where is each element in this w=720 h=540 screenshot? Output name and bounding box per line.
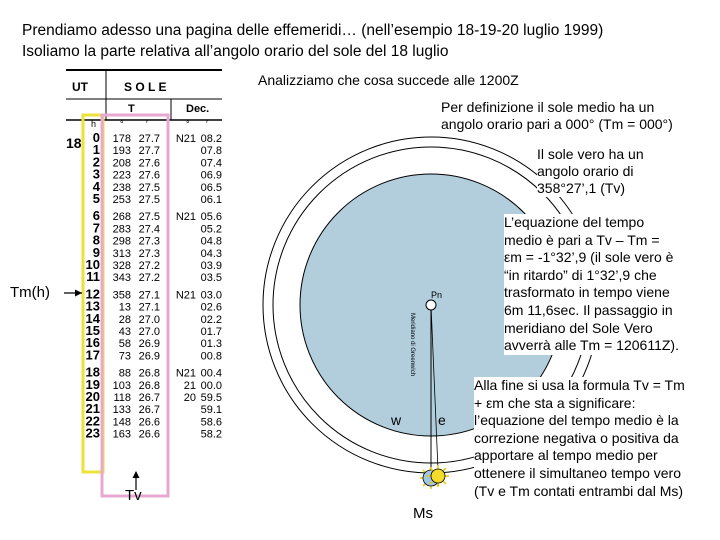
note-medio-line-2: angolo orario pari a 000° (Tm = 000°)	[441, 116, 673, 132]
row-gha-deg: 253	[112, 194, 131, 206]
row-hour: 1	[92, 142, 100, 158]
row-dec-min: 02.6	[200, 301, 222, 314]
note-equazione-line: medio è pari a Tv – Tm =	[504, 231, 660, 248]
row-gha-min: 27.3	[138, 247, 160, 260]
note-equazione-line: meridiano del Sole Vero	[504, 319, 653, 336]
row-hour: 4	[92, 178, 100, 194]
row-dec-min: 07.4	[200, 157, 222, 170]
table-head-ut: UT	[72, 80, 88, 94]
row-gha-min: 26.9	[138, 338, 160, 351]
row-dec-min: 00.8	[200, 350, 222, 363]
row-dec-min: 03.0	[200, 289, 222, 302]
row-dec-min: 05.6	[200, 211, 222, 224]
title-line-2: Isoliamo la parte relativa all’angolo orario del sole del 18 luglio	[22, 43, 449, 60]
row-dec-min: 04.8	[200, 235, 222, 248]
row-gha-deg: 208	[112, 157, 131, 170]
row-hour: 21	[85, 401, 100, 417]
row-gha-min: 26.6	[138, 428, 160, 441]
row-dec-min: 04.3	[200, 247, 222, 260]
row-hour: 13	[85, 298, 100, 314]
row-gha-deg: 283	[112, 223, 131, 236]
table-head-dec: Dec.	[186, 103, 210, 115]
row-dec-min: 06.5	[200, 181, 222, 194]
note-formula-line: correzione negativa o positiva da	[474, 429, 679, 446]
true-sun	[427, 465, 449, 487]
row-hour: 10	[85, 257, 100, 272]
row-gha-min: 26.7	[138, 392, 160, 404]
w-label: w	[391, 412, 402, 428]
note-equazione-line: 6m 11,6sec. Il passaggio in	[504, 301, 673, 318]
row-hour: 7	[92, 220, 100, 236]
row-gha-min: 27.2	[138, 272, 160, 285]
row-gha-min: 27.4	[138, 223, 160, 236]
row-gha-min: 27.2	[138, 260, 160, 272]
row-dec-min: 08.2	[200, 133, 222, 145]
note-equazione	[504, 214, 720, 355]
note-formula-line: + εm che sta a significare:	[474, 394, 636, 411]
row-hour: 0	[92, 130, 100, 145]
e-label: e	[438, 412, 446, 428]
note-vero-line-1: Il sole vero ha un	[537, 146, 644, 162]
note-formula-line: apportare al tempo medio per	[474, 447, 658, 464]
tv-label: Tv	[125, 487, 142, 504]
row-gha-deg: 298	[112, 235, 131, 248]
row-gha-min: 27.0	[138, 326, 160, 338]
row-gha-deg: 73	[118, 350, 131, 363]
tm-label: Tm(h)	[10, 284, 50, 301]
note-formula	[474, 377, 720, 500]
row-dec-deg: N21	[175, 211, 196, 224]
table-sub-h: h	[91, 119, 97, 129]
meridian-label: Meridiano di Greenwich	[409, 313, 415, 377]
note-1200: Analizziamo che cosa succede alle 1200Z	[258, 72, 519, 88]
row-hour: 5	[92, 191, 100, 206]
row-dec-min: 02.2	[200, 313, 222, 326]
note-equazione-line: L’equazione del tempo	[504, 214, 645, 230]
row-dec-min: 59.1	[200, 404, 222, 417]
row-gha-deg: 193	[112, 145, 131, 158]
row-dec-deg: 20	[183, 392, 196, 404]
note-formula-line: l’equazione del tempo medio è la	[474, 412, 679, 429]
row-dec-min: 06.1	[200, 194, 222, 206]
note-formula-line: Alla fine si usa la formula Tv = Tm	[474, 377, 685, 393]
row-dec-min: 00.0	[200, 379, 222, 392]
row-gha-deg: 313	[112, 247, 131, 260]
row-hour: 16	[85, 335, 100, 351]
row-hour: 12	[85, 286, 100, 302]
note-medio-line-1: Per definizione il sole medio ha un	[441, 99, 655, 115]
note-sole-vero	[537, 146, 644, 197]
table-head-t: T	[128, 103, 135, 115]
row-gha-deg: 343	[112, 272, 131, 285]
row-gha-min: 27.5	[138, 211, 160, 224]
row-gha-min: 27.1	[138, 301, 160, 314]
row-gha-deg: 88	[118, 367, 131, 380]
row-gha-deg: 148	[112, 416, 131, 429]
row-gha-deg: 43	[118, 326, 131, 338]
row-hour: 17	[85, 347, 100, 363]
row-dec-deg: N21	[175, 367, 196, 380]
row-gha-deg: 13	[118, 301, 131, 314]
row-gha-deg: 163	[112, 428, 131, 441]
row-gha-min: 27.0	[138, 313, 160, 326]
row-gha-deg: 133	[112, 404, 131, 417]
row-hour: 11	[86, 269, 100, 285]
note-vero-line-2: angolo orario di	[537, 163, 634, 179]
row-gha-min: 26.7	[138, 404, 160, 417]
ms-label: Ms	[413, 505, 433, 522]
row-hour: 6	[92, 208, 100, 224]
note-vero-line-3: 358°27’,1 (Tv)	[537, 180, 626, 196]
row-gha-min: 27.7	[138, 145, 160, 158]
row-dec-min: 58.6	[200, 416, 222, 429]
row-gha-deg: 58	[118, 338, 131, 351]
row-hour: 8	[92, 232, 100, 248]
row-hour: 22	[85, 413, 100, 429]
note-formula-line: (Tv e Tm contati entrambi dal Ms)	[474, 482, 684, 499]
row-hour: 19	[85, 376, 100, 392]
row-gha-min: 27.6	[138, 157, 160, 170]
note-sole-medio	[441, 99, 673, 133]
row-gha-min: 27.3	[138, 235, 160, 248]
table-sub-min: ′	[146, 119, 148, 129]
note-equazione-line: trasformato in tempo viene	[504, 284, 670, 301]
row-gha-min: 27.7	[138, 133, 160, 145]
note-equazione-line: “in ritardo” di 1°32’,9 che	[504, 266, 657, 283]
row-gha-min: 26.8	[138, 367, 160, 380]
note-equazione-line: avverrà alle Tm = 120611Z).	[504, 337, 679, 354]
row-dec-deg: N21	[175, 133, 196, 145]
row-dec-deg: 21	[183, 379, 196, 392]
table-sub-deg2: °	[186, 119, 190, 129]
table-head-sole: S O L E	[124, 80, 167, 94]
note-equazione-line: εm = -1°32’,9 (il sole vero è	[504, 249, 674, 266]
table-day: 18	[66, 135, 82, 151]
row-gha-min: 26.6	[138, 416, 160, 429]
row-dec-min: 00.4	[200, 367, 222, 380]
row-hour: 9	[92, 244, 100, 260]
row-hour: 3	[92, 166, 100, 182]
row-gha-deg: 118	[113, 392, 131, 404]
pn-label: Pn	[431, 290, 443, 300]
row-gha-min: 27.6	[138, 169, 160, 182]
row-dec-min: 01.7	[200, 326, 222, 338]
row-dec-min: 05.2	[200, 223, 222, 236]
row-hour: 14	[85, 310, 100, 326]
title-line-1: Prendiamo adesso una pagina delle effemeridi… (nell’esempio 18-19-20 luglio 1999)	[22, 22, 604, 39]
row-dec-min: 58.2	[200, 428, 222, 441]
row-gha-deg: 103	[112, 379, 131, 392]
row-gha-min: 27.5	[138, 181, 160, 194]
table-sub-min2: ′	[206, 119, 208, 129]
row-hour: 18	[85, 364, 100, 380]
row-hour: 23	[85, 425, 100, 441]
row-dec-min: 06.9	[200, 169, 222, 182]
row-gha-deg: 358	[112, 289, 131, 302]
row-gha-min: 26.9	[138, 350, 160, 363]
row-dec-min: 03.9	[200, 260, 222, 272]
row-dec-min: 03.5	[200, 272, 222, 285]
row-gha-deg: 268	[112, 211, 131, 224]
ephemeris-table	[64, 70, 224, 510]
row-dec-min: 59.5	[200, 392, 222, 404]
row-gha-min: 27.5	[138, 194, 160, 206]
row-hour: 15	[85, 323, 100, 338]
row-gha-deg: 238	[112, 181, 131, 194]
row-dec-deg: N21	[175, 289, 196, 302]
row-gha-deg: 223	[112, 169, 131, 182]
row-hour: 2	[92, 154, 100, 170]
pole-marker	[426, 300, 436, 310]
note-formula-line: ottenere il simultaneo tempo vero	[474, 464, 681, 481]
row-hour: 20	[85, 389, 100, 404]
row-dec-min: 01.3	[200, 338, 222, 351]
row-gha-min: 27.1	[138, 289, 160, 302]
row-gha-deg: 328	[112, 260, 131, 272]
row-gha-min: 26.8	[138, 379, 160, 392]
row-dec-min: 07.8	[200, 145, 222, 158]
row-gha-deg: 28	[118, 313, 131, 326]
table-sub-deg: °	[120, 119, 124, 129]
row-gha-deg: 178	[112, 133, 131, 145]
